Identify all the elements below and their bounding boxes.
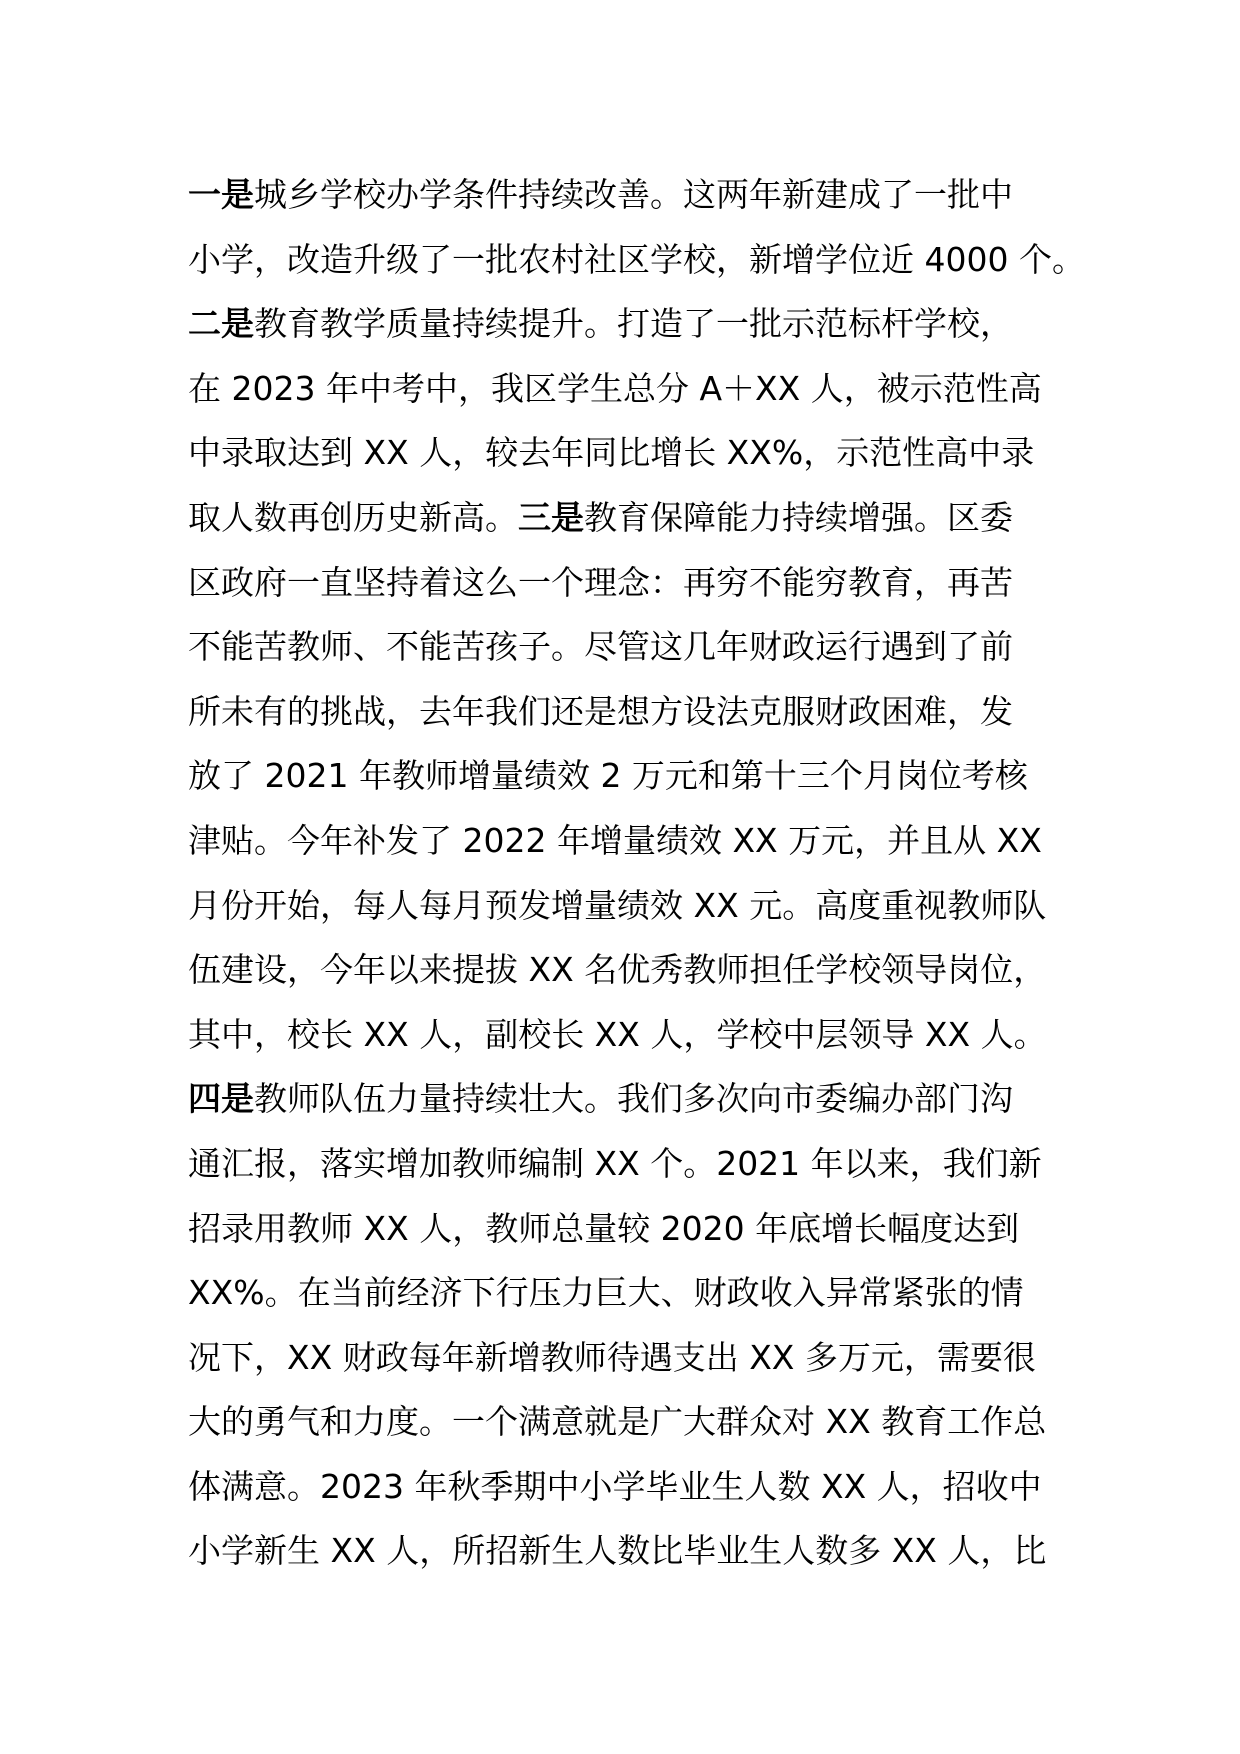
text-segment: 体满意。2023 年秋季期中小学毕业生人数 XX 人，招收中 <box>188 1466 1042 1506</box>
text-segment: 小学，改造升级了一批农村社区学校，新增学位近 4000 个。 <box>188 239 1085 279</box>
text-segment: 教育教学质量持续提升。打造了一批示范标杆学校， <box>254 304 1013 344</box>
text-segment: 津贴。今年补发了 2022 年增量绩效 XX 万元，并且从 XX <box>188 820 1042 860</box>
text-line <box>188 809 1088 874</box>
text-line <box>188 1519 1088 1584</box>
text-line <box>188 874 1088 939</box>
text-line <box>188 1067 1088 1132</box>
text-line <box>188 1455 1088 1520</box>
section-marker: 二是 <box>188 304 254 344</box>
text-segment: 况下，XX 财政每年新增教师待遇支出 XX 多万元，需要很 <box>188 1337 1036 1377</box>
text-line <box>188 486 1088 551</box>
text-segment: 在 2023 年中考中，我区学生总分 A＋XX 人，被示范性高 <box>188 368 1042 408</box>
text-line <box>188 615 1088 680</box>
text-line <box>188 421 1088 486</box>
text-segment: 其中，校长 XX 人，副校长 XX 人，学校中层领导 XX 人。 <box>188 1014 1047 1054</box>
text-segment: 伍建设，今年以来提拔 XX 名优秀教师担任学校领导岗位， <box>188 950 1047 990</box>
text-line <box>188 1326 1088 1391</box>
text-segment: 月份开始，每人每月预发增量绩效 XX 元。高度重视教师队 <box>188 885 1047 925</box>
text-segment: 中录取达到 XX 人，较去年同比增长 XX%，示范性高中录 <box>188 433 1035 473</box>
text-segment: 大的勇气和力度。一个满意就是广大群众对 XX 教育工作总 <box>188 1402 1047 1442</box>
text-line <box>188 1132 1088 1197</box>
text-line <box>188 551 1088 616</box>
text-line <box>188 357 1088 422</box>
text-line <box>188 744 1088 809</box>
body-text <box>188 163 1088 1584</box>
text-segment: 通汇报，落实增加教师编制 XX 个。2021 年以来，我们新 <box>188 1143 1042 1183</box>
text-line <box>188 1003 1088 1068</box>
text-segment: 放了 2021 年教师增量绩效 2 万元和第十三个月岗位考核 <box>188 756 1028 796</box>
text-segment: 教育保障能力持续增强。区委 <box>584 497 1013 537</box>
text-segment: 所未有的挑战，去年我们还是想方设法克服财政困难，发 <box>188 691 1013 731</box>
text-segment: 教师队伍力量持续壮大。我们多次向市委编办部门沟 <box>254 1079 1013 1119</box>
text-line <box>188 938 1088 1003</box>
text-line <box>188 680 1088 745</box>
text-line <box>188 163 1088 228</box>
text-segment: 城乡学校办学条件持续改善。这两年新建成了一批中 <box>254 175 1013 214</box>
text-line <box>188 292 1088 357</box>
text-segment: XX%。在当前经济下行压力巨大、财政收入异常紧张的情 <box>188 1273 1024 1313</box>
text-line <box>188 1261 1088 1326</box>
section-marker: 一是 <box>188 175 254 214</box>
text-line <box>188 228 1088 293</box>
text-segment: 不能苦教师、不能苦孩子。尽管这几年财政运行遇到了前 <box>188 627 1013 667</box>
text-line <box>188 1390 1088 1455</box>
text-segment: 区政府一直坚持着这么一个理念：再穷不能穷教育，再苦 <box>188 562 1013 602</box>
section-marker: 三是 <box>518 497 584 537</box>
text-line <box>188 1197 1088 1262</box>
section-marker: 四是 <box>188 1079 254 1119</box>
text-segment: 招录用教师 XX 人，教师总量较 2020 年底增长幅度达到 <box>188 1208 1020 1248</box>
text-segment: 小学新生 XX 人，所招新生人数比毕业生人数多 XX 人，比 <box>188 1531 1047 1571</box>
text-segment: 取人数再创历史新高。 <box>188 497 518 537</box>
